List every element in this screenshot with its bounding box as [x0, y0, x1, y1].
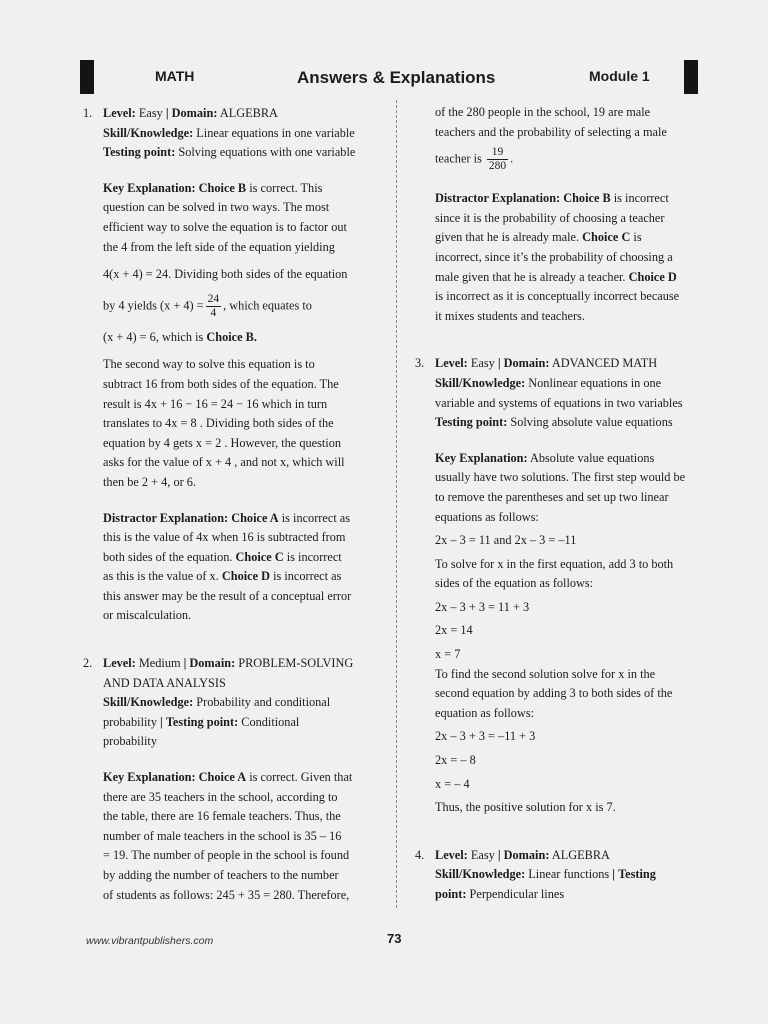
- column-divider: [396, 100, 397, 908]
- question-number: 3.: [415, 356, 425, 371]
- q1-equation-2: by 4 yields (x + 4) = $\frac{24}{4}$ , which equates to: [103, 292, 312, 319]
- q1-key-explanation: Key Explanation: Choice B is correct. This question can be solved in two ways. The most efficient way to solve the equation is to factor out the 4 from the left side of the equation yielding 4(x + 4) = 24. Dividing both sides of the equation by 4 yields (x + 4) = $\frac{24}{4}$ , which equates to (x + 4) = 6, which is Choice B. The second way to solve this equation is to subtract 16 from both sides of the equation. The result is 4x + 16 − 16 = 24 − 16 which in turn translates to 4x = 8 . Dividing both sides of the equation by 4 gets x = 2 . However, the question asks for the value of x + 4 , and not x, which will then be 2 + 4, or 6. Distractor Explanation: Choice A is incorrect as this is the value of 4x when 16 is subtracted from both sides of the equation. Choice C is incorrect as this is the value of x. Choice D is incorrect as this answer may be the result of a conceptual error or miscalculation.: [83, 179, 373, 626]
- q2-continued: of the 280 people in the school, 19 are male teachers and the probability of selecting a male teacher is $\frac{19}{280}$ . Distractor Explanation: Choice B is incorrect since it is the probability of choosing a teacher given that he is already male. Choice C is incorrect, since it’s the probability of choosing a male given that he is already a teacher. Choice D is incorrect as it is conceptually incorrect because it mixes students and teachers.: [435, 105, 680, 323]
- fraction: $\frac{24}{4}$: [207, 292, 220, 319]
- question-3: 3. Level: Easy | Domain: ADVANCED MATH Skill/Knowledge: Nonlinear equations in one variable and systems of equations in two variables Testing point: Solving absolute value equations Key Explanation: Absolute value equations usually have two solutions. The first step would be to remove the parentheses and set up two linear equations as follows: 2x – 3 = 11 and 2x – 3 = –11 To solve for x in the first equation, add 3 to both sides of the equation as follows: 2x – 3 + 3 = 11 + 3 2x = 14 x = 7 To find the second solution solve for x in the second equation by adding 3 to both sides of the equation as follows: 2x – 3 + 3 = –11 + 3 2x = – 8 x = – 4 Thus, the positive solution for x is 7.: [415, 356, 686, 815]
- fraction: $\frac{19}{280}$: [488, 146, 507, 173]
- footer-url[interactable]: www.vibrantpublishers.com: [86, 935, 214, 947]
- question-number: 2.: [83, 656, 93, 671]
- header-left-bar: [80, 60, 94, 94]
- q1-equation-1: 4(x + 4) = 24. Dividing both sides of the equation: [103, 267, 348, 282]
- header-subject: MATH: [155, 68, 195, 84]
- question-4: 4. Level: Easy | Domain: ALGEBRA Skill/Knowledge: Linear functions | Testing point: Perpendicular lines: [415, 847, 656, 901]
- question-1: [83, 104, 373, 626]
- question-number: 4.: [415, 847, 425, 862]
- page-number: 73: [387, 931, 402, 946]
- q1-testing-line: Testing point: Solving equations with one variable: [103, 145, 356, 160]
- right-column: [415, 103, 708, 905]
- header-title: Answers & Explanations: [297, 68, 496, 87]
- left-column: [83, 104, 373, 905]
- q1-equation-3: (x + 4) = 6, which is Choice B.: [103, 329, 257, 344]
- q1-level-line: Level: Easy | Domain: ALGEBRA: [103, 106, 278, 120]
- question-2: 2. Level: Medium | Domain: PROBLEM-SOLVING AND DATA ANALYSIS Skill/Knowledge: Probability and conditional probability | Testing point: Conditional probability Key Explanation: Choice A is correct. Given that there are 35 teachers in the school, according to the table, there are 16 female teachers. Thus, the number of male teachers in the school is 35 – 16 = 19. The number of people in the school is found by adding the number of teachers to the number of students as follows: 245 + 35 = 280. Therefore,: [83, 656, 354, 902]
- header-right-bar: [684, 60, 698, 94]
- header-module: Module 1: [589, 68, 650, 84]
- q1-skill-line: Skill/Knowledge: Linear equations in one variable: [103, 125, 355, 140]
- question-number: 1.: [83, 106, 93, 120]
